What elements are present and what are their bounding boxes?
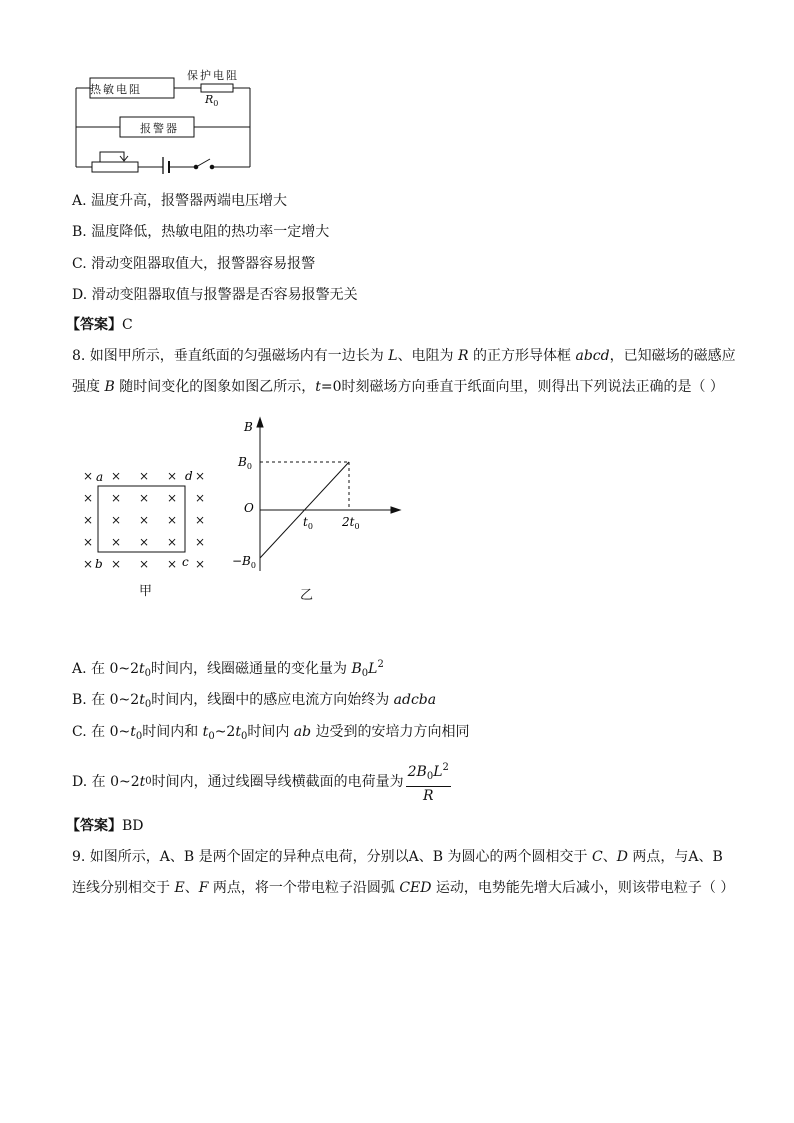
protect-resistor-label: 保护电阻 bbox=[187, 69, 239, 82]
2t0-tick-label: $2t_0$ bbox=[342, 515, 360, 531]
field-x-mark: × bbox=[110, 535, 122, 549]
field-x-mark: × bbox=[138, 535, 150, 549]
r0-label: $R_0$ bbox=[205, 93, 219, 108]
field-x-mark: × bbox=[82, 513, 94, 527]
neg-b0-label: $-B_0$ bbox=[232, 554, 256, 570]
corner-c: c bbox=[182, 555, 189, 569]
q8-option-b: B. 在 $0\sim 2t_0$时间内，线圈中的感应电流方向始终为 adcba bbox=[72, 692, 437, 710]
field-x-mark: × bbox=[82, 535, 94, 549]
field-x-mark: × bbox=[138, 513, 150, 527]
field-x-mark: × bbox=[166, 535, 178, 549]
y-axis-label: B bbox=[244, 420, 253, 434]
figure-yi-bt-graph bbox=[230, 416, 410, 581]
q7-answer: 【答案】C bbox=[66, 317, 133, 333]
q9-stem-line1: 9. 如图所示，A、B 是两个固定的异种点电荷，分别以A、B 为圆心的两个圆相交于 C、D 两点，与A、B bbox=[72, 849, 723, 865]
corner-a: a bbox=[96, 470, 104, 484]
corner-d: d bbox=[185, 469, 193, 483]
field-x-mark: × bbox=[110, 469, 122, 483]
protect-resistor-box bbox=[201, 84, 233, 92]
figure-jia-magnetic-field bbox=[78, 462, 218, 582]
field-x-mark: × bbox=[166, 557, 178, 571]
q9-stem-line2: 连线分别相交于 E、F 两点，将一个带电粒子沿圆弧 CED 运动，电势能先增大后减小，则该带电粒子（ ） bbox=[72, 880, 735, 896]
q8-answer: 【答案】BD bbox=[66, 818, 144, 834]
field-x-mark: × bbox=[82, 469, 94, 483]
field-x-mark: × bbox=[110, 557, 122, 571]
origin-label: O bbox=[244, 501, 254, 515]
field-x-mark: × bbox=[138, 491, 150, 505]
q8-stem-line1: 8. 如图甲所示，垂直纸面的匀强磁场内有一边长为 L、电阻为 R 的正方形导体框 abcd，已知磁场的磁感应 bbox=[72, 348, 736, 364]
field-x-mark: × bbox=[194, 557, 206, 571]
q8-stem-line2: 强度 B 随时间变化的图象如图乙所示，t=0时刻磁场方向垂直于纸面向里，则得出下列说法正确的是（ ） bbox=[72, 379, 724, 395]
field-x-mark: × bbox=[82, 557, 94, 571]
field-x-mark: × bbox=[194, 535, 206, 549]
t0-tick-label: $t_0$ bbox=[303, 515, 313, 531]
charge-fraction: $\frac{2B_0L^2}{R}$ bbox=[406, 759, 451, 805]
thermistor-label: 热敏电阻 bbox=[90, 83, 142, 96]
field-x-mark: × bbox=[110, 513, 122, 527]
rheostat-box bbox=[92, 162, 138, 172]
field-x-mark: × bbox=[166, 491, 178, 505]
q7-option-c: C. 滑动变阻器取值大，报警器容易报警 bbox=[72, 256, 316, 272]
field-x-mark: × bbox=[194, 491, 206, 505]
alarm-label: 报警器 bbox=[140, 122, 179, 135]
figure-yi-caption: 乙 bbox=[300, 588, 314, 603]
field-x-mark: × bbox=[110, 491, 122, 505]
b0-label: $B_0$ bbox=[238, 455, 252, 471]
field-x-mark: × bbox=[194, 513, 206, 527]
field-x-mark: × bbox=[138, 557, 150, 571]
q8-option-a: A. 在 $0\sim 2t_0$时间内，线圈磁通量的变化量为 $B_0L^2$ bbox=[72, 659, 384, 679]
field-x-mark: × bbox=[166, 469, 178, 483]
q7-option-a: A. 温度升高，报警器两端电压增大 bbox=[72, 193, 288, 209]
figure-jia-caption: 甲 bbox=[139, 584, 153, 599]
q7-option-b: B. 温度降低，热敏电阻的热功率一定增大 bbox=[72, 224, 330, 240]
corner-b: b bbox=[95, 557, 103, 571]
field-x-mark: × bbox=[138, 469, 150, 483]
field-x-mark: × bbox=[82, 491, 94, 505]
field-x-mark: × bbox=[166, 513, 178, 527]
field-x-mark: × bbox=[194, 469, 206, 483]
q8-option-c: C. 在 $0\sim t_0$时间内和 $t_0\sim 2t_0$时间内 ab 边受到的安培力方向相同 bbox=[72, 724, 470, 742]
q7-option-d: D. 滑动变阻器取值与报警器是否容易报警无关 bbox=[72, 287, 358, 303]
q8-option-d: D. 在 0~2 t 0 时间内，通过线圈导线横截面的电荷量为 $\frac{2B_0L^2}{R}$ bbox=[72, 760, 451, 804]
